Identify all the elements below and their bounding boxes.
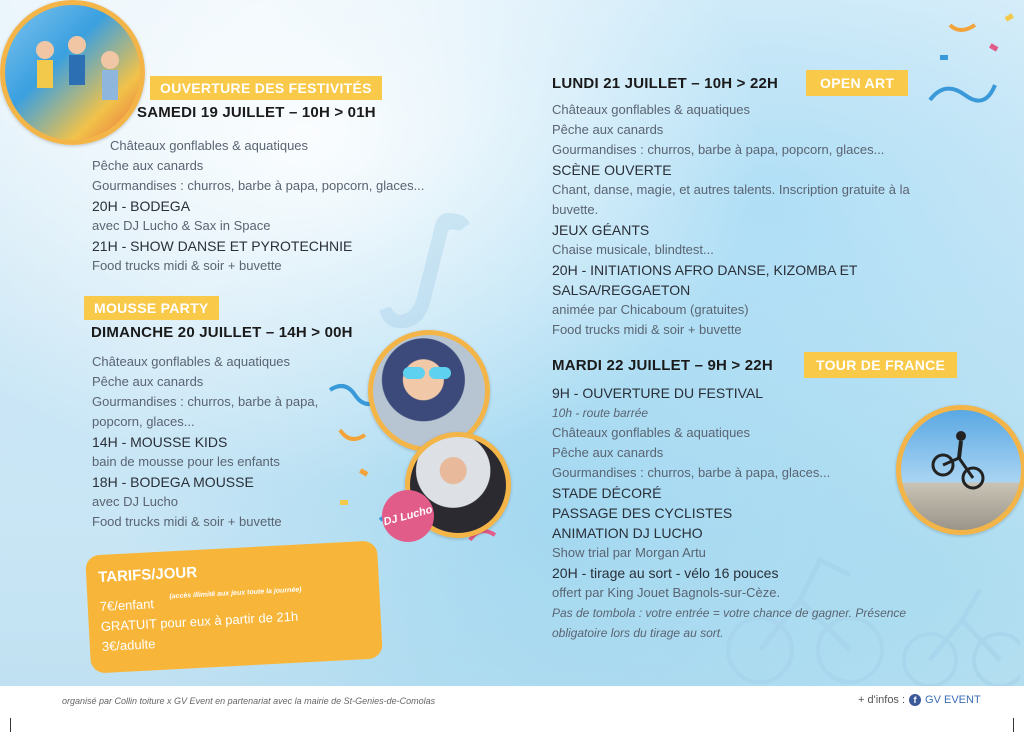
day2-date: DIMANCHE 20 JUILLET – 14H > 00H [91,324,353,341]
day2-line: avec DJ Lucho [92,494,178,509]
infos-label: + d'infos : [858,694,906,706]
day3-line: Gourmandises : churros, barbe à papa, popcorn, glaces... [552,142,885,157]
day3-line: Chant, danse, magie, et autres talents. Inscription gratuite à la [552,182,910,197]
day1-line: Châteaux gonflables & aquatiques [110,138,309,153]
day4-date: MARDI 22 JUILLET – 9H > 22H [552,357,773,374]
day4-line: Show trial par Morgan Artu [552,545,706,560]
bmx-icon [901,410,1021,530]
day1-line: Food trucks midi & soir + buvette [92,258,282,273]
day3-date: LUNDI 21 JUILLET – 10H > 22H [552,75,779,92]
day4-heading: STADE DÉCORÉ [552,485,662,501]
day3-line: Chaise musicale, blindtest... [552,242,714,257]
day4-heading: PASSAGE DES CYCLISTES [552,505,733,521]
day3-line: Food trucks midi & soir + buvette [552,322,742,337]
day3-line: Pêche aux canards [552,122,664,137]
day3-line: animée par Chicaboum (gratuites) [552,302,749,317]
crop-mark [1013,718,1014,732]
bmx-rider-photo [896,405,1024,535]
day3-line: Châteaux gonflables & aquatiques [552,102,751,117]
day4-line: Pêche aux canards [552,445,664,460]
bouncy-castle-photo [0,0,145,145]
day2-program [92,352,318,532]
day1-date: SAMEDI 19 JUILLET – 10H > 01H [137,104,376,121]
day4-heading: ANIMATION DJ LUCHO [552,525,703,541]
day1-line: Pêche aux canards [92,158,204,173]
day4-line: 10h - route barrée [552,406,649,420]
day3-tag: OPEN ART [806,70,908,96]
day3-heading: JEUX GÉANTS [552,222,650,238]
footer-infos [858,694,981,706]
day2-heading: 14H - MOUSSE KIDS [92,434,228,450]
day1-line: Gourmandises : churros, barbe à papa, popcorn, glaces... [92,178,425,193]
day2-heading: 18H - BODEGA MOUSSE [92,474,254,490]
day3-heading: SALSA/REGGAETON [552,282,691,298]
tarif-child-note: (accès illimité aux jeux toute la journée) [169,586,302,601]
day3-heading: SCÈNE OUVERTE [552,162,672,178]
day4-note: obligatoire lors du tirage au sort. [552,626,724,640]
day1-program [92,136,424,276]
kids-illustration-icon [5,5,140,140]
footer [0,686,1024,736]
footer-credit: organisé par Collin toiture x GV Event en partenariat avec la mairie de St-Genies-de-Comolas [62,696,436,706]
day2-line: bain de mousse pour les enfants [92,454,280,469]
day4-tag: TOUR DE FRANCE [804,352,957,378]
facebook-icon: f [909,694,921,706]
tarifs-box [85,540,383,673]
day2-line: Food trucks midi & soir + buvette [92,514,282,529]
tarifs-title: TARIFS/JOUR [97,563,198,587]
goggles-icon [373,335,485,447]
day3-heading: 20H - INITIATIONS AFRO DANSE, KIZOMBA ET [552,262,858,278]
day4-heading: 20H - tirage au sort - vélo 16 pouces [552,565,779,581]
day4-program [552,383,906,643]
facebook-page-link[interactable]: GV EVENT [925,694,981,706]
day1-heading: 21H - SHOW DANSE ET PYROTECHNIE [92,238,353,254]
day2-line: popcorn, glaces... [92,414,195,429]
day3-program [552,100,910,340]
confetti-corner-icon [920,5,1020,115]
day1-tag: OUVERTURE DES FESTIVITÉS [150,76,382,100]
day3-line: buvette. [552,202,599,217]
day4-note: Pas de tombola : votre entrée = votre chance de gagner. Présence [552,606,907,620]
day2-tag: MOUSSE PARTY [84,296,219,320]
day2-line: Gourmandises : churros, barbe à papa, [92,394,319,409]
day2-line: Pêche aux canards [92,374,204,389]
tarif-adult: 3€/adulte [101,636,156,654]
day1-heading: 20H - BODEGA [92,198,191,214]
day1-line: avec DJ Lucho & Sax in Space [92,218,271,233]
dj-lucho-logo: DJ Lucho [376,484,440,548]
crop-mark [10,718,11,732]
day2-line: Châteaux gonflables & aquatiques [92,354,291,369]
day4-line: Châteaux gonflables & aquatiques [552,425,751,440]
day4-line: offert par King Jouet Bagnols-sur-Cèze. [552,585,781,600]
day4-line: Gourmandises : churros, barbe à papa, glaces... [552,465,831,480]
tarif-free: GRATUIT pour eux à partir de 21h [100,608,299,634]
tarif-child: 7€/enfant [99,596,155,615]
day4-heading: 9H - OUVERTURE DU FESTIVAL [552,385,764,401]
